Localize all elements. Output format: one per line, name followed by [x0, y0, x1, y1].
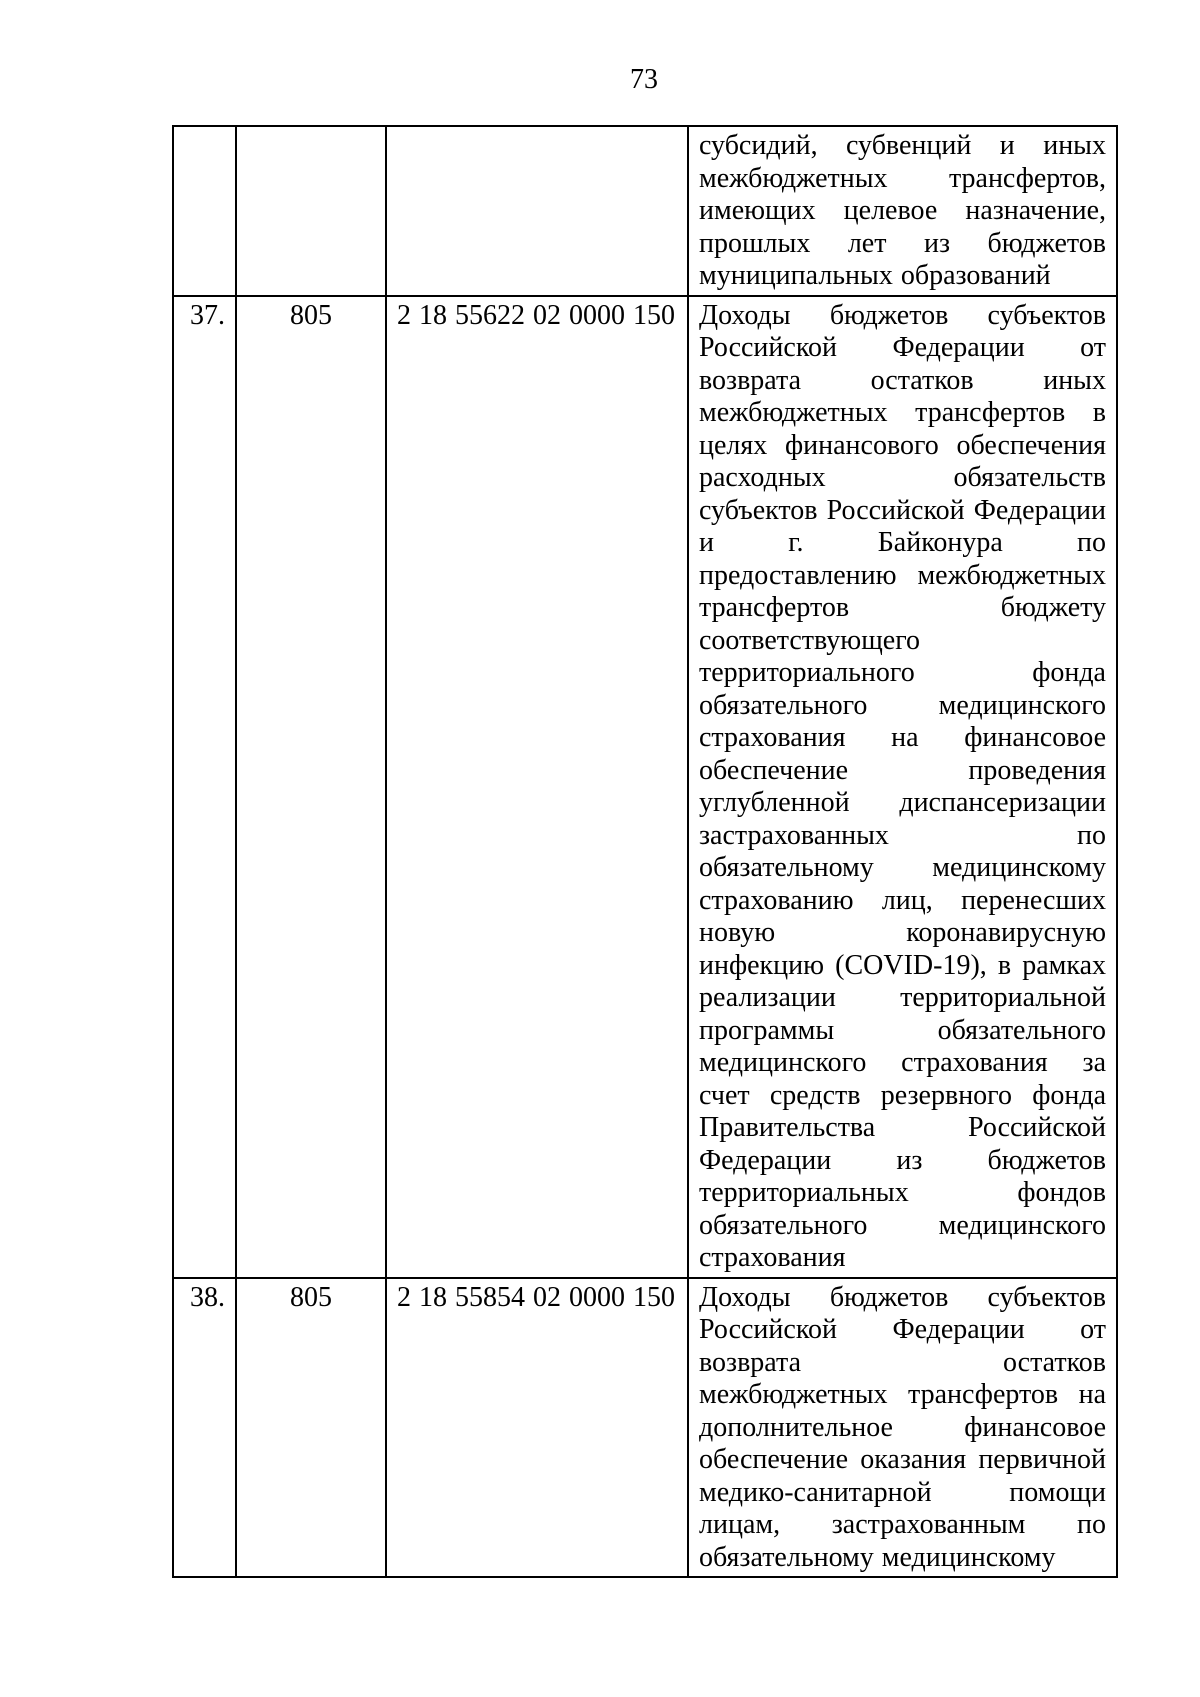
row-number-cell — [173, 126, 236, 296]
budget-codes-table — [172, 125, 1118, 1578]
table-row-38 — [173, 1278, 1117, 1578]
page-number: 73 — [630, 64, 658, 95]
admin-code-cell — [236, 126, 386, 296]
table-row-37 — [173, 296, 1117, 1278]
description-cell: Доходы бюджетов субъектов Российской Федерации от возврата остатков межбюджетных трансфертов на дополнительное финансовое обеспечение оказания первичной медико-санитарной помощи лицам, застрахованным по обязательному медицинскому — [688, 1278, 1117, 1578]
row-number-cell: 38. — [173, 1278, 236, 1578]
budget-code-cell: 2 18 55622 02 0000 150 — [386, 296, 688, 1278]
budget-code-cell: 2 18 55854 02 0000 150 — [386, 1278, 688, 1578]
budget-code-cell — [386, 126, 688, 296]
admin-code-cell: 805 — [236, 1278, 386, 1578]
row-number-cell: 37. — [173, 296, 236, 1278]
description-cell: Доходы бюджетов субъектов Российской Федерации от возврата остатков иных межбюджетных трансфертов в целях финансового обеспечения расходных обязательств субъектов Российской Федерации и г. Байконура по предоставлению межбюджетных трансфертов бюджету соответствующего территориального фонда обязательного медицинского страхования на финансовое обеспечение проведения углубленной диспансеризации застрахованных по обязательному медицинскому страхованию лиц, перенесших новую коронавирусную инфекцию (COVID-19), в рамках реализации территориальной программы обязательного медицинского страхования за счет средств резервного фонда Правительства Российской Федерации из бюджетов территориальных фондов обязательного медицинского страхования — [688, 296, 1117, 1278]
admin-code-cell: 805 — [236, 296, 386, 1278]
table-row-continuation — [173, 126, 1117, 296]
description-cell: субсидий, субвенций и иных межбюджетных трансфертов, имеющих целевое назначение, прошлых лет из бюджетов муниципальных образований — [688, 126, 1117, 296]
